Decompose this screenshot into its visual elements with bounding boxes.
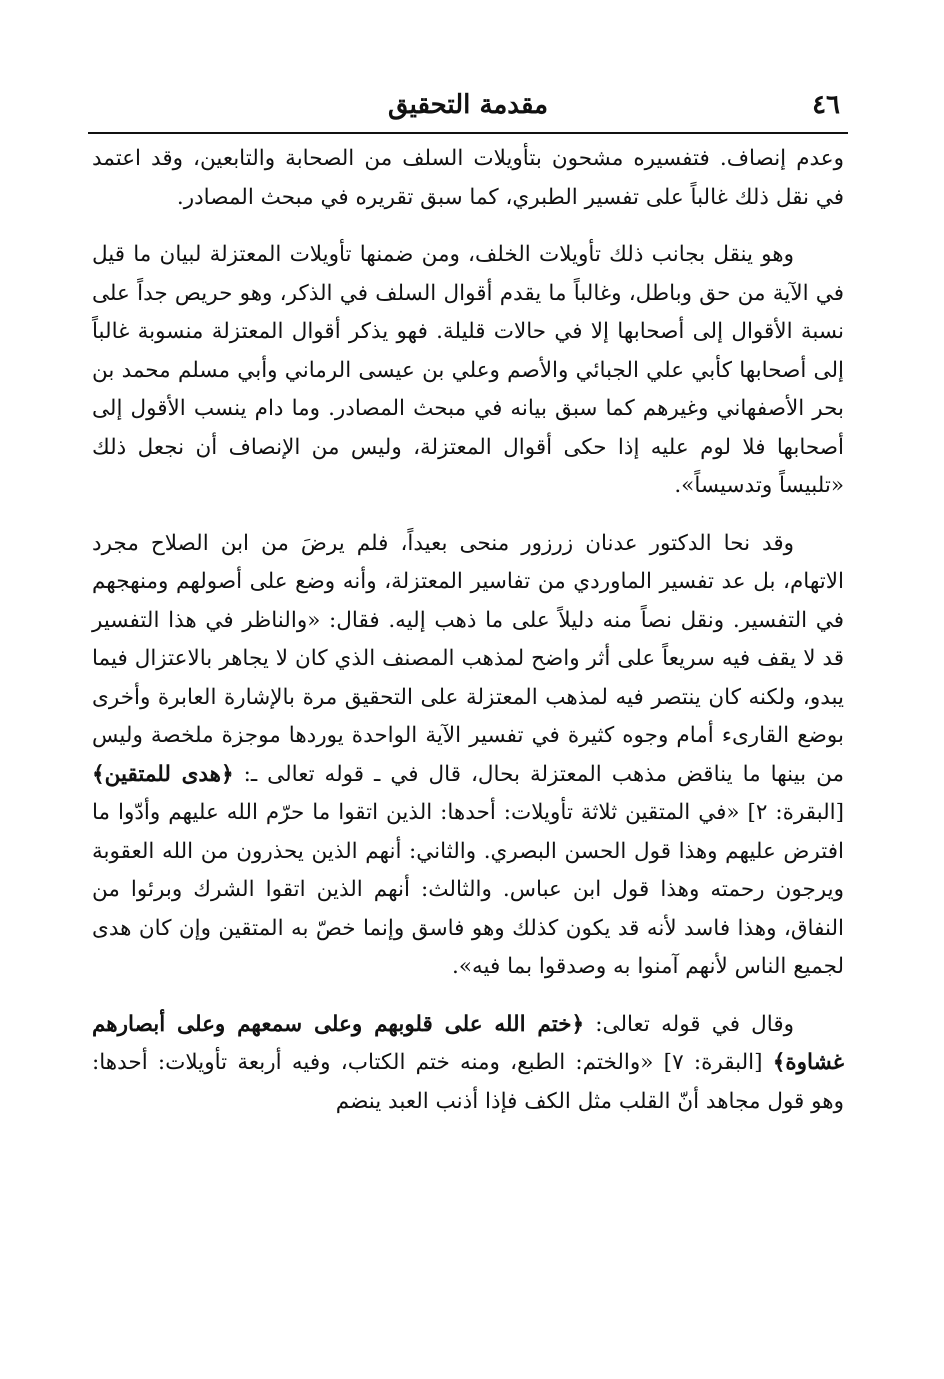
page-number: ٤٦ xyxy=(812,90,840,120)
paragraph-2: وهو ينقل بجانب ذلك تأويلات الخلف، ومن ضمنها تأويلات المعتزلة لبيان ما قيل في الآية من حق وباطل، وغالباً ما يقدم أقوال السلف في الذكر، وهو حريص جداً على نسبة الأقوال إلى أصحابها إلا في حالات قليلة. فهو يذكر أقوال المعتزلة منسوبة غالباً إلى أصحابها كأبي علي الجبائي والأصم وعلي بن عيسى الرماني وأبي مسلم محمد بن بحر الأصفهاني وغيرهم كما سبق بيانه في مبحث المصادر. وما دام ينسب الأقول إلى أصحابها فلا لوم عليه إذا حكى أقوال المعتزلة، وليس من الإنصاف أن نجعل ذلك «تلبيساً وتدسيساً». xyxy=(92,242,844,498)
paragraph-4-text-before: وقال في قوله تعالى: xyxy=(584,1011,794,1037)
quran-verse-quote: ﴿ختم الله على قلوبهم وعلى سمعهم وعلى أبصارهم غشاوة﴾ xyxy=(92,1011,844,1075)
paragraph-1: وعدم إنصاف. فتفسيره مشحون بتأويلات السلف من الصحابة والتابعين، وقد اعتمد في نقل ذلك غالباً على تفسير الطبري، كما سبق تقريره في مبحث المصادر. xyxy=(92,146,844,210)
page-header xyxy=(88,86,848,132)
paragraph-4-text-after: [البقرة: ٧] «والختم: الطبع، ومنه ختم الكتاب، وفيه أربعة تأويلات: أحدها: وهو قول مجاهد أنّ القلب مثل الكف فإذا أذنب العبد ينضم xyxy=(92,1050,844,1114)
header-rule xyxy=(88,132,848,134)
body-text xyxy=(92,140,844,1140)
paragraph-3-text-after: [البقرة: ٢] «في المتقين ثلاثة تأويلات: أحدها: الذين اتقوا ما حرّم الله عليهم وأدّوا ما افترض عليهم وهذا قول الحسن البصري. والثاني: أنهم الذين يحذرون من الله العقوبة ويرجون رحمته وهذا قول ابن عباس. والثالث: أنهم الذين اتقوا الشرك وبرئوا من النفاق، وهذا فاسد لأنه قد يكون كذلك وهو فاسق وإنما خصّ به المتقين وإن كان هدى لجميع الناس لأنهم آمنوا به وصدقوا بما فيه». xyxy=(92,800,844,979)
paragraph-3 xyxy=(92,525,844,987)
paragraph-3-text-before: وقد نحا الدكتور عدنان زرزور منحى بعيداً، فلم يرضَ من ابن الصلاح مجرد الاتهام، بل عد تفسير الماوردي من تفاسير المعتزلة، وأنه وضع على أصولهم ومنهجهم في التفسير. ونقل نصاً منه دليلاً على ما ذهب إليه. فقال: «والناظر في هذا التفسير قد لا يقف فيه سريعاً على أثر واضح لمذهب المصنف الذي كان لا يجاهر بالاعتزال فيما يبدو، ولكنه كان ينتصر فيه لمذهب المعتزلة على التحقيق مرة بالإشارة العابرة وأخرى بوضع القارىء أمام وجوه كثيرة في تفسير الآية الواحدة يوردها موجزة ملخصة وليس من بينها ما يناقض مذهب المعتزلة بحال، قال في ـ قوله تعالى ـ: xyxy=(92,530,844,787)
paragraph-4 xyxy=(92,1006,844,1122)
running-title: مقدمة التحقيق xyxy=(387,90,549,120)
quran-verse-quote: ﴿هدى للمتقين﴾ xyxy=(92,761,234,787)
